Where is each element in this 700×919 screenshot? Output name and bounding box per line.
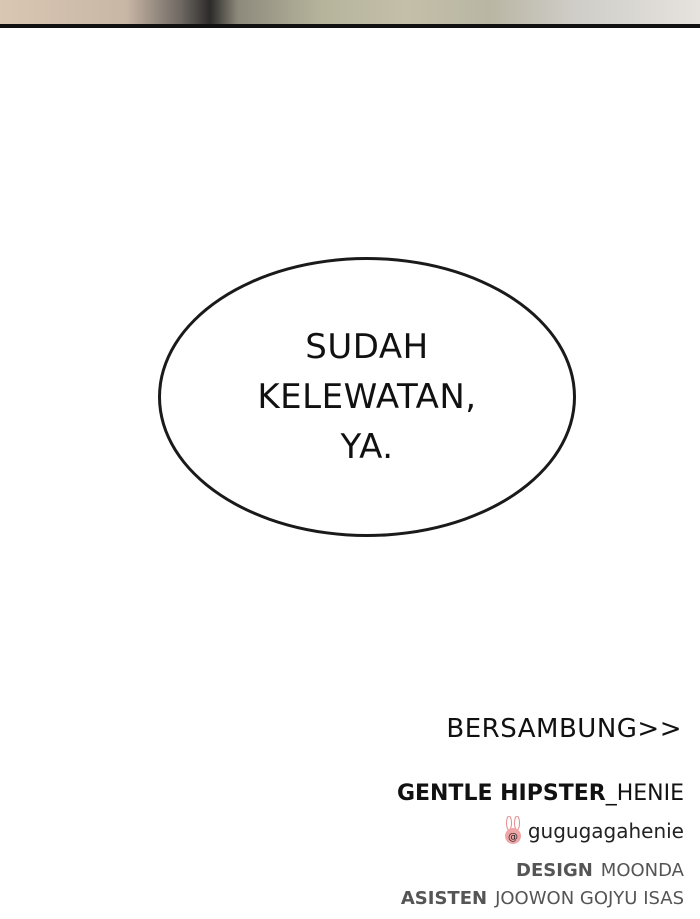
author-social-handle	[502, 816, 684, 846]
author-credit	[397, 781, 684, 806]
social-handle-text: gugugagahenie	[527, 819, 684, 843]
speech-bubble	[158, 257, 576, 537]
design-role: DESIGN	[516, 860, 593, 881]
bunny-icon	[502, 816, 524, 846]
to-be-continued-label: BERSAMBUNG>>	[446, 714, 682, 744]
design-name: MOONDA	[600, 860, 684, 881]
previous-panel-strip	[0, 0, 700, 28]
speech-line-3: YA.	[340, 427, 394, 467]
svg-text:@: @	[507, 832, 518, 843]
author-name-bold: GENTLE HIPSTER	[396, 781, 606, 806]
speech-bubble-text	[257, 322, 476, 472]
speech-line-2: KELEWATAN,	[257, 377, 477, 417]
design-credit	[516, 860, 684, 881]
assistant-names: JOOWON GOJYU ISAS	[495, 888, 684, 909]
author-name-rest: _HENIE	[605, 781, 684, 806]
assistant-role: ASISTEN	[400, 888, 488, 909]
speech-line-1: SUDAH	[305, 327, 429, 367]
assistant-credit	[401, 888, 684, 909]
